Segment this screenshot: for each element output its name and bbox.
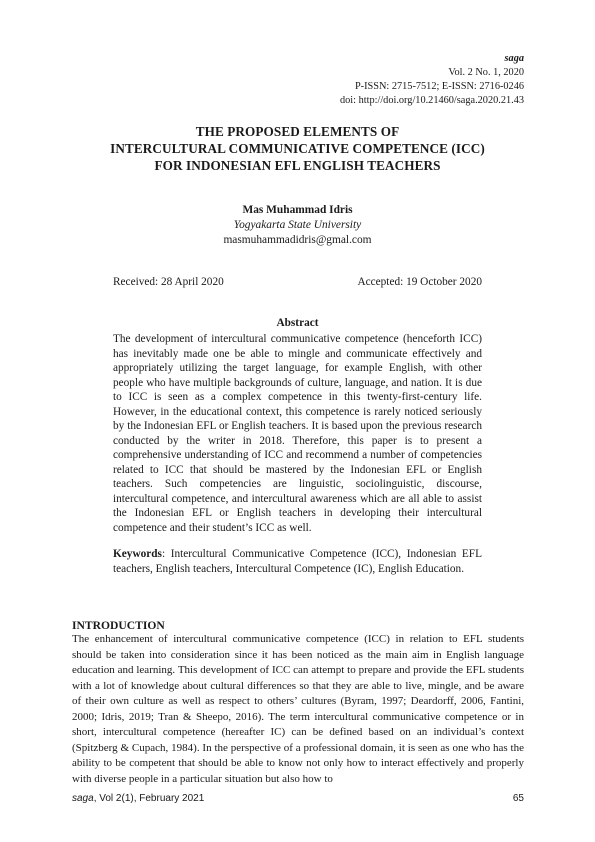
keywords-text: : Intercultural Communicative Competence (ICC), Indonesian EFL teachers, English teachers, Intercultural Competence (IC), English Education. [113,548,482,575]
keywords-paragraph [113,547,482,576]
footer-citation [72,793,204,804]
journal-header [340,52,524,108]
author-block [0,203,595,248]
volume-info: Vol. 2 No. 1, 2020 [448,67,524,78]
accepted-date: Accepted: 19 October 2020 [357,276,482,288]
footer-journal: saga [72,793,94,804]
abstract-heading: Abstract [276,317,319,329]
issn-info: P-ISSN: 2715-7512; E-ISSN: 2716-0246 [354,81,524,92]
author-affiliation: Yogyakarta State University [233,219,362,231]
title-line-2: INTERCULTURAL COMMUNICATIVE COMPETENCE (ICC) [110,141,485,156]
abstract-text: The development of intercultural communicative competence (henceforth ICC) has inevitably made one be able to mingle and communicate effectively and appropriately utilizing the target language, for example English, with other people who have multiple backgrounds of culture, language, and nation. It is due to ICC is seen as a complex competence in this twenty-first-century life. However, in the educational context, this competence is rarely noticed seriously by the Indonesian EFL or English teachers. It is based upon the previous research conducted by the writer in 2018. Therefore, this paper is to present a comprehensive understanding of ICC and recommend a number of competencies related to ICC that should be mastered by the Indonesian EFL or English teachers. Such competencies are linguistic, sociolinguistic, discourse, intercultural competence, and intercultural awareness which are all able to assist the Indonesian EFL or English teachers in developing their intercultural competence and their student’s ICC as well. [113,333,482,534]
author-email[interactable]: masmuhammadidris@gmal.com [223,234,372,246]
submission-dates [113,276,482,288]
title-line-1: THE PROPOSED ELEMENTS OF [195,124,400,139]
title-line-3: FOR INDONESIAN EFL ENGLISH TEACHERS [154,158,441,173]
doi-info[interactable]: doi: http://doi.org/10.21460/saga.2020.21.43 [339,95,524,106]
introduction-text: The enhancement of intercultural communicative competence (ICC) in relation to EFL students should be taken into consideration since it has been noticed as the main aim in English language education and learning. This development of ICC can attempt to prepare and provide the EFL students with a lot of knowledge about cultural differences so that they are able to live, mingle, and be aware of their own culture as well as respect to others’ cultures (Byram, 1997; Deardorff, 2006, Fantini, 2000; Idris, 2019; Tran & Sheepo, 2016). The term intercultural communicative competence or in short, intercultural competence (hereafter IC) can be defined based on an individual’s context (Spitzberg & Cupach, 1984). In the perspective of a professional domain, it is seen as one who has the ability to be competent that should be able to know not only how to interact effectively and properly with diverse people in a particular situation but also how to [72,633,524,785]
received-date: Received: 28 April 2020 [113,276,224,288]
keywords-label: Keywords [113,548,162,560]
introduction-heading: INTRODUCTION [72,619,165,632]
paper-title [60,123,535,174]
page-number: 65 [512,793,524,804]
author-name: Mas Muhammad Idris [242,204,353,216]
page-footer [72,793,524,804]
journal-name: saga [504,53,524,64]
footer-issue: , Vol 2(1), February 2021 [93,793,205,804]
